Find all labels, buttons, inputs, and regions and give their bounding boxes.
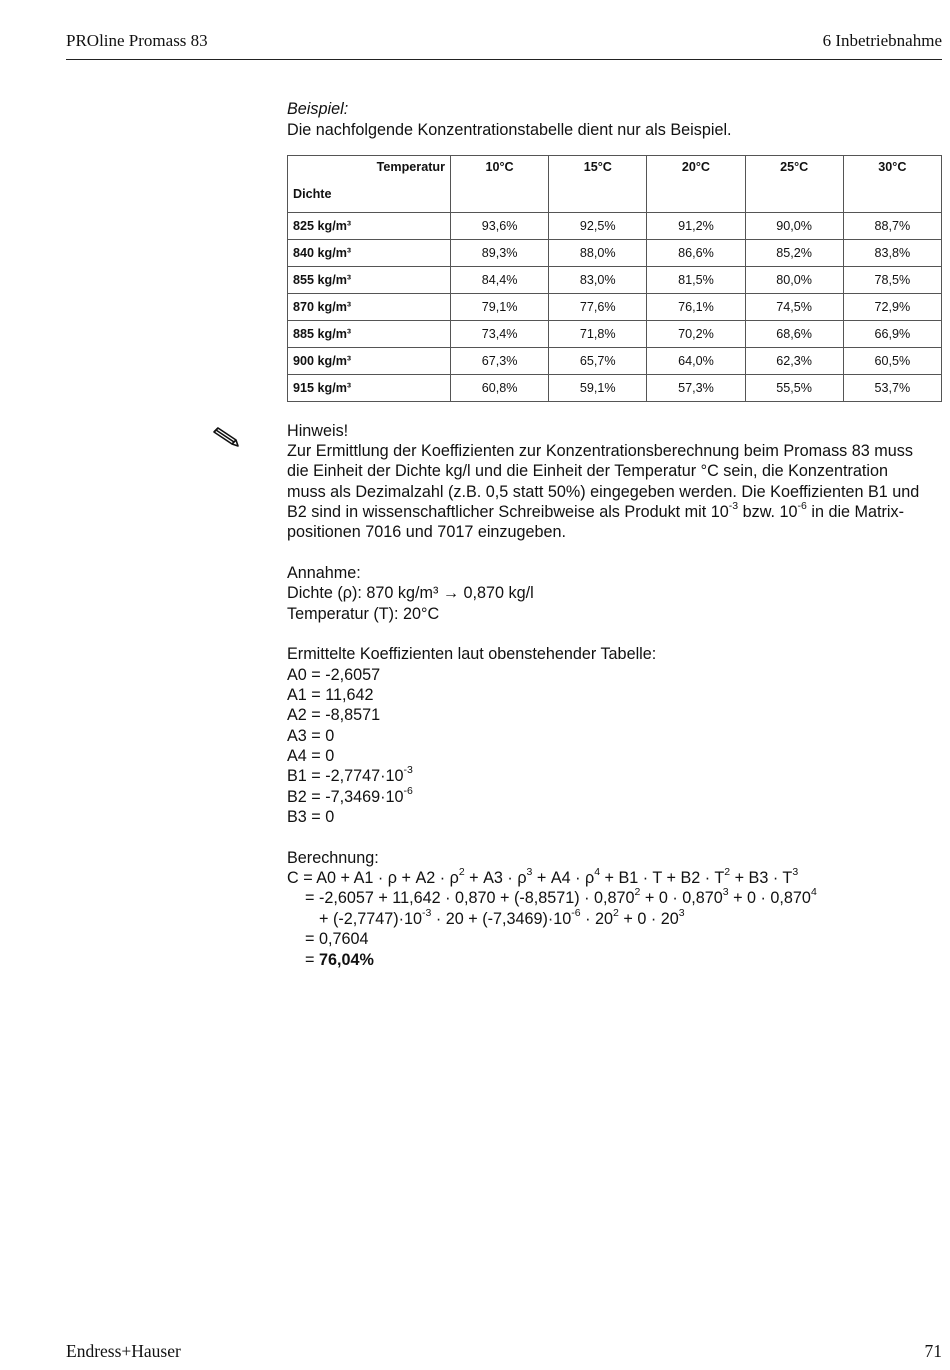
table-cell: 90,0%	[745, 213, 843, 240]
row-density-label: 840 kg/m³	[288, 240, 451, 267]
table-cell: 76,1%	[647, 294, 745, 321]
header-divider	[66, 59, 942, 60]
table-cell: 55,5%	[745, 375, 843, 402]
table-cell: 68,6%	[745, 321, 843, 348]
table-cell: 79,1%	[451, 294, 549, 321]
calculation-step: = 0,7604	[305, 930, 369, 948]
coefficient-a4: A4 = 0	[287, 747, 335, 765]
row-density-label: 855 kg/m³	[288, 267, 451, 294]
page-number: 71	[924, 1341, 942, 1361]
pencil-icon	[212, 424, 242, 448]
coefficient-a3: A3 = 0	[287, 727, 335, 745]
column-header: 10°C	[451, 156, 549, 213]
corner-density-label: Dichte	[293, 187, 332, 201]
coefficient-a0: A0 = -2,6057	[287, 666, 381, 684]
table-cell: 91,2%	[647, 213, 745, 240]
note-line: B2 sind in wissenschaftlicher Schreibweise als Produkt mit $10^{-3}$ bzw. $10^{-6}$ in die Matrix-	[287, 499, 904, 521]
table-cell: 88,0%	[549, 240, 647, 267]
column-header: 25°C	[745, 156, 843, 213]
note-line: muss als Dezimalzahl (z.B. 0,5 statt 50%) eingegeben werden. Die Koeffizienten B1 und	[287, 483, 920, 501]
assumption-temperature: Temperatur (T): 20°C	[287, 605, 440, 623]
table-cell: 92,5%	[549, 213, 647, 240]
table-corner-cell	[288, 156, 451, 213]
assumption-density: Dichte (ρ): 870 kg/m³ → 0,870 kg/l	[287, 584, 534, 602]
table-row	[288, 321, 942, 348]
example-intro: Die nachfolgende Konzentrationstabelle dient nur als Beispiel.	[287, 121, 732, 139]
coefficient-b2: $B2 = -7,3469\cdot 10^{-6}$	[287, 784, 413, 806]
calculation-step: + $(-2,7747)\cdot 10^{-3} \cdot 20 + (-7,3469)\cdot 10^{-6} \cdot 20^2 + 0 \cdot 20^3$	[319, 906, 685, 928]
corner-temperature-label: Temperatur	[376, 160, 445, 174]
header-chapter-title: 6 Inbetriebnahme	[822, 31, 942, 50]
table-cell: 72,9%	[843, 294, 941, 321]
coefficient-b1: $B1 = -2,7747\cdot 10^{-3}$	[287, 763, 413, 785]
table-cell: 70,2%	[647, 321, 745, 348]
table-cell: 64,0%	[647, 348, 745, 375]
table-header-row	[288, 156, 942, 213]
column-header: 15°C	[549, 156, 647, 213]
table-cell: 88,7%	[843, 213, 941, 240]
row-density-label: 870 kg/m³	[288, 294, 451, 321]
table-cell: 83,8%	[843, 240, 941, 267]
table-cell: 83,0%	[549, 267, 647, 294]
note-line: die Einheit der Dichte kg/l und die Einheit der Temperatur °C sein, die Konzentration	[287, 462, 888, 480]
concentration-table	[287, 155, 942, 402]
table-cell: 93,6%	[451, 213, 549, 240]
table-cell: 78,5%	[843, 267, 941, 294]
result-value: 76,04%	[318, 951, 374, 969]
note-line: positionen 7016 und 7017 einzugeben.	[287, 523, 567, 541]
table-cell: 86,6%	[647, 240, 745, 267]
assumption-title: Annahme:	[287, 564, 361, 582]
table-cell: 60,5%	[843, 348, 941, 375]
calculation-result: = 76,04%	[305, 951, 374, 969]
column-header: 30°C	[843, 156, 941, 213]
table-row	[288, 213, 942, 240]
calculation-formula: $C = A0 + A1 \cdot \rho + A2 \cdot \rho^2 + A3 \cdot \rho^3 + A4 \cdot \rho^4 + B1 \cdot T + B2 \cdot T^2 + B3 \cdot T^3$	[287, 865, 799, 887]
table-cell: 53,7%	[843, 375, 941, 402]
table-row	[288, 240, 942, 267]
coefficient-a2: A2 = -8,8571	[287, 706, 381, 724]
row-density-label: 825 kg/m³	[288, 213, 451, 240]
table-cell: 73,4%	[451, 321, 549, 348]
table-row	[288, 294, 942, 321]
table-cell: 89,3%	[451, 240, 549, 267]
table-row	[288, 348, 942, 375]
row-density-label: 885 kg/m³	[288, 321, 451, 348]
column-header: 20°C	[647, 156, 745, 213]
table-cell: 60,8%	[451, 375, 549, 402]
table-cell: 65,7%	[549, 348, 647, 375]
table-cell: 81,5%	[647, 267, 745, 294]
row-density-label: 900 kg/m³	[288, 348, 451, 375]
coefficients-title: Ermittelte Koeffizienten laut obenstehender Tabelle:	[287, 645, 657, 663]
note-title: Hinweis!	[287, 422, 349, 440]
table-cell: 62,3%	[745, 348, 843, 375]
header-document-title: PROline Promass 83	[66, 31, 208, 50]
table-cell: 77,6%	[549, 294, 647, 321]
table-cell: 67,3%	[451, 348, 549, 375]
table-cell: 66,9%	[843, 321, 941, 348]
table-cell: 80,0%	[745, 267, 843, 294]
row-density-label: 915 kg/m³	[288, 375, 451, 402]
table-row	[288, 267, 942, 294]
table-row	[288, 375, 942, 402]
calculation-title: Berechnung:	[287, 849, 379, 867]
coefficient-b3: B3 = 0	[287, 808, 335, 826]
calculation-step: = $-2,6057 + 11,642 \cdot 0,870 + (-8,8571) \cdot 0,870^2 + 0 \cdot 0,870^3 + 0 \cdot 0,870^4$	[305, 885, 817, 907]
footer-brand: Endress+Hauser	[66, 1341, 181, 1361]
table-cell: 71,8%	[549, 321, 647, 348]
table-cell: 59,1%	[549, 375, 647, 402]
note-line: Zur Ermittlung der Koeffizienten zur Konzentrationsberechnung beim Promass 83 muss	[287, 442, 913, 460]
table-cell: 57,3%	[647, 375, 745, 402]
table-cell: 85,2%	[745, 240, 843, 267]
table-cell: 84,4%	[451, 267, 549, 294]
table-cell: 74,5%	[745, 294, 843, 321]
example-label: Beispiel:	[287, 100, 349, 118]
coefficient-a1: A1 = 11,642	[287, 686, 374, 704]
